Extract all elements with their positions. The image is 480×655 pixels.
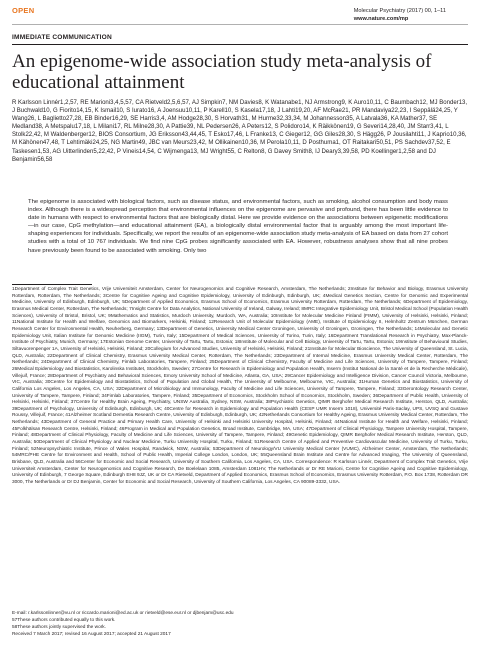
manuscript-dates: Received 7 March 2017; revised 16 August 2017; accepted 21 August 2017 [12,631,171,637]
footer-notes [12,611,468,639]
article-title: An epigenome-wide association study meta-analysis of educational attainment [12,51,432,93]
joint-supervision-note: 58These authors jointly supervised the work. [12,624,106,630]
journal-url-link[interactable]: www.nature.com/mp [353,16,409,22]
section-divider [12,44,468,45]
author-list: R Karlsson Linnér1,2,57, RE Marioni3,4,5,57, CA Rietveld2,5,6,57, AJ Simpkin7, NM Davies8, K Watanabe1, NJ Armstrong9, K Auro10,11, C Baumbach12, MJ Bonder13, J Buchwald10, G Fiorito14,15, K Ismail10, S Iurato16, A Joensuu10,11, P Karell10, S Kasela17,18, J Lahti19,20, AF McRae21, PR Mandaviya22,23, I Seppälä24,25, Y Wang26, L Baglietto27,28, EB Binder16,29, SE Harris3,4, AM Hodge28,30, S Horvath31, M Hurme32,33,34, M Johannesson35, A Latvala36, KA Mather37, SE Medland38, A Metspalu17,18, L Milani17, RL Milne28,30, A Pattie39, NL Pedersen26, A Peters12, S Polidoro14, K Räikkönen19, G Severi14,28,40, JM Starr3,41, L Stolk22,42, M Waldenberger12, BIOS Consortium, JG Eriksson43,44,45, T Esko17,46, L Franke13, C Gieger12, GG Giles28,30, S Hägg26, P Jousilahti11, J Kaprio10,36, M Kähönen47,48, T Lehtimäki24,25, NG Martin49, JBC van Meurs23,42, M Ollikainen10,36, M Perola10,11, D Posthuma1, OT Raitakari50,51, PS Sachdev37,52, E Taskesen1,53, AG Uitterlinden5,22,42, P Vineis14,54, C Wijmenga13, MJ Wright55, C Relton8, G Davey Smith8, IJ Deary3,39,58, PD Koellinger1,2,58 and DJ Benjamin56,58 [12,100,468,163]
abstract-text: The epigenome is associated with biological factors, such as disease status, and environmental factors, such as smoking, alcohol consumption and body mass index. Although there is a widespread perception that environmental influences on the epigenome are pervasive and profound, there has been little evidence to date in humans with respect to environmental factors that are biologically distal. Here we provide evidence on the associations between epigenetic modifications—in our case, CpG methylation—and educational attainment (EA), a biologically distal environmental factor that is arguably among the most important life-shaping experiences for individuals. Specifically, we report the results of an epigenome-wide association study meta-analysis of EA based on data from 27 cohort studies with a total of 10 767 individuals. We find nine CpG probes significantly associated with EA. However, robustness analyses show that all nine probes have previously been found to be associated with smoking. Only two [28,199,448,254]
journal-citation [354,7,446,23]
affiliations-divider [12,284,92,285]
journal-line: Molecular Psychiatry (2017) 00, 1–11 [353,8,446,14]
section-label: IMMEDIATE COMMUNICATION [12,34,112,41]
header-divider [12,24,468,25]
open-access-badge: OPEN [12,6,35,15]
affiliations-text: 1Department of Complex Trait Genetics, Vrije Universiteit Amsterdam, Center for Neurogenomics and Cognitive Research, Amsterdam, The Netherlands; 2Institute for Behavior and Biology, Erasmus University Rotterdam, Rotterdam, The Netherlands; 3Centre for Cognitive Ageing and Cognitive Epidemiology, University of Edinburgh, Edinburgh, UK; 4Medical Genetics Section, Centre for Genomic and Experimental Medicine, University of Edinburgh, Edinburgh, UK; 5Department of Applied Economics, Erasmus School of Economics, Erasmus University Rotterdam, Rotterdam, The Netherlands; 6Department of Epidemiology, Erasmus Medical Center, Rotterdam, The Netherlands; 7Insight Centre for Data Analytics, National University of Ireland, Galway, Ireland; 8MRC Integrative Epidemiology Unit, Bristol Medical School (Population Health Sciences), University of Bristol, Bristol, UK; 9Mathematics and Statistics, Murdoch University, Murdoch, WA, Australia; 10Institute for Molecular Medicine Finland (FIMM), University of Helsinki, Helsinki, Finland; 11National Institute for Health and Welfare, Genomics and Biomarkers, Helsinki, Finland; 12Research Unit of Molecular Epidemiology (AME), Institute of Epidemiology II, Helmholtz Zentrum München, German Research Center for Environmental Health, Neuherberg, Germany; 13Department of Genetics, University Medical Center Groningen, University of Groningen, Groningen, The Netherlands; 14Molecular and Genetic Epidemiology Unit, Italian Institute for Genomic Medicine (IIGM), Turin, Italy; 15Department of Medical Sciences, University of Torino, Turin, Italy; 16Department Translational Research in Psychiatry, Max-Planck-Institute of Psychiatry, Munich, Germany; 17Estonian Genome Center, University of Tartu, Tartu, Estonia; 18Institute of Molecular and Cell Biology, University of Tartu, Tartu, Estonia; 19Institute of Behavioural Studies, Siltavuorenpenger 1A, University of Helsinki, Helsinki, Finland; 20Collegium for Advanced Studies, University of Helsinki, Helsinki, Finland; 21Institute for Molecular Bioscience, The University of Queensland, St. Lucia, QLD, Australia; 22Department of Clinical Chemistry, Erasmus University Medical Center, Rotterdam, The Netherlands; 23Department of Internal Medicine, Erasmus University Medical Center, Rotterdam, The Netherlands; 24Department of Clinical Chemistry, Fimlab Laboratories, Tampere, Finland; 25Department of Clinical Chemistry, Faculty of Medicine and Life Sciences, University of Tampere, Tampere, Finland; 26Medical Epidemiology and Biostatistics, Karolinska Institutet, Stockholm, Sweden; 27Centre for Research in Epidemiology and Population Health, Inserm (Institut National de la Santé et de la Recherche Médicale), Villejuif, France; 28Department of Psychiatry and Behavioral Sciences, Emory University School of Medicine, Atlanta, GA, USA; 29Cancer Epidemiology and Intelligence Division, Cancer Council Victoria, Melbourne, VIC, Australia; 30Centre for Epidemiology and Biostatistics, School of Population and Global Health, The University of Melbourne, Melbourne, VIC, Australia; 31Human Genetics and Biostatistics, University of California Los Angeles, Los Angeles, CA, USA; 32Department of Microbiology and Immunology, Faculty of Medicine and Life Sciences, University of Tampere, Tampere, Finland; 33Gerontology Research Center, University of Tampere, Tampere, Finland; 34Fimlab Laboratories, Tampere, Finland; 35Department of Economics, Stockholm School of Economics, Stockholm, Sweden; 36Department of Public Health, University of Helsinki, Helsinki, Finland; 37Centre for Healthy Brain Ageing, Psychiatry, UNSW Australia, Sydney, NSW, Australia; 38Psychiatric Genetics, QIMR Berghofer Medical Research Institute, Herston, QLD, Australia; 39Department of Psychology, University of Edinburgh, Edinburgh, UK; 40Centre for Research in Epidemiology and Population Health (CESP UMR Inserm 1018), Université Paris-Saclay, UPS, UVSQ and Gustave Roussy, Villejuif, France; 41Alzheimer Scotland Dementia Research Centre, University of Edinburgh, Edinburgh, UK; 42Netherlands Consortium for Healthy Ageing, Erasmus University Medical Center, Rotterdam, The Netherlands; 43Department of General Practice and Primary Health Care, University of Helsinki and Helsinki University Hospital, Helsinki, Finland; 44National Institute for Health and Welfare, Helsinki, Finland; 45Folkhälsan Research Centre, Helsinki, Finland; 46Program in Medical and Population Genetics, Broad Institute, Cambridge, MA, USA; 47Department of Clinical Physiology, Tampere University Hospital, Tampere, Finland; 48Department of Clinical Physiology, Faculty of Medicine and Life Sciences, University of Tampere, Tampere, Finland; 49Genetic Epidemiology, QIMR Berghofer Medical Research Institute, Herston, QLD, Australia; 50Department of Clinical Physiology and Nuclear Medicine, Turku University Hospital, Turku, Finland; 51Research Centre of Applied and Preventive Cardiovascular Medicine, University of Turku, Turku, Finland; 52Neuropsychiatric Institute, Prince of Wales Hospital, Randwick, NSW, Australia; 53Department of Neurology/VU University Medical Center (VUMC), Alzheimer Center, Amsterdam, The Netherlands; 54MRC/PHE Centre for Environment and Health, School of Public Health, Imperial College London, London, UK; 55Queensland Brain Institute and Centre for Advanced Imaging, The University of Queensland, Brisbane, QLD, Australia and 56Center for Economic and Social Research, University of Southern California, Los Angeles, CA, USA. Correspondence: R Karlsson Linnér, Department of Complex Trait Genetics, Vrije Universiteit Amsterdam, Center for Neurogenomics and Cognitive Research, De Boelelaan 1085, Amsterdam 1081HV, The Netherlands or Dr RE Marioni, Centre for Cognitive Ageing and Cognitive Epidemiology, University of Edinburgh, 7 George Square, Edinburgh EH8 9JZ, UK or Dr CA Rietveld, Department of Applied Economics, Erasmus School of Economics, Erasmus University Rotterdam, P.O. Box 1738, Rotterdam DR 3000, The Netherlands or Dr DJ Benjamin, Center for Economic and Social Research, University of Southern California, Los Angeles, CA 90089-3332, USA. [12,287,468,486]
equal-contribution-note: 57These authors contributed equally to this work. [12,617,116,623]
correspondence-email: E-mail: r.karlssonlinner@vu.nl or riccardo.marioni@ed.ac.uk or rietveld@ese.eur.nl or djbenjam@usc.edu [12,611,234,616]
